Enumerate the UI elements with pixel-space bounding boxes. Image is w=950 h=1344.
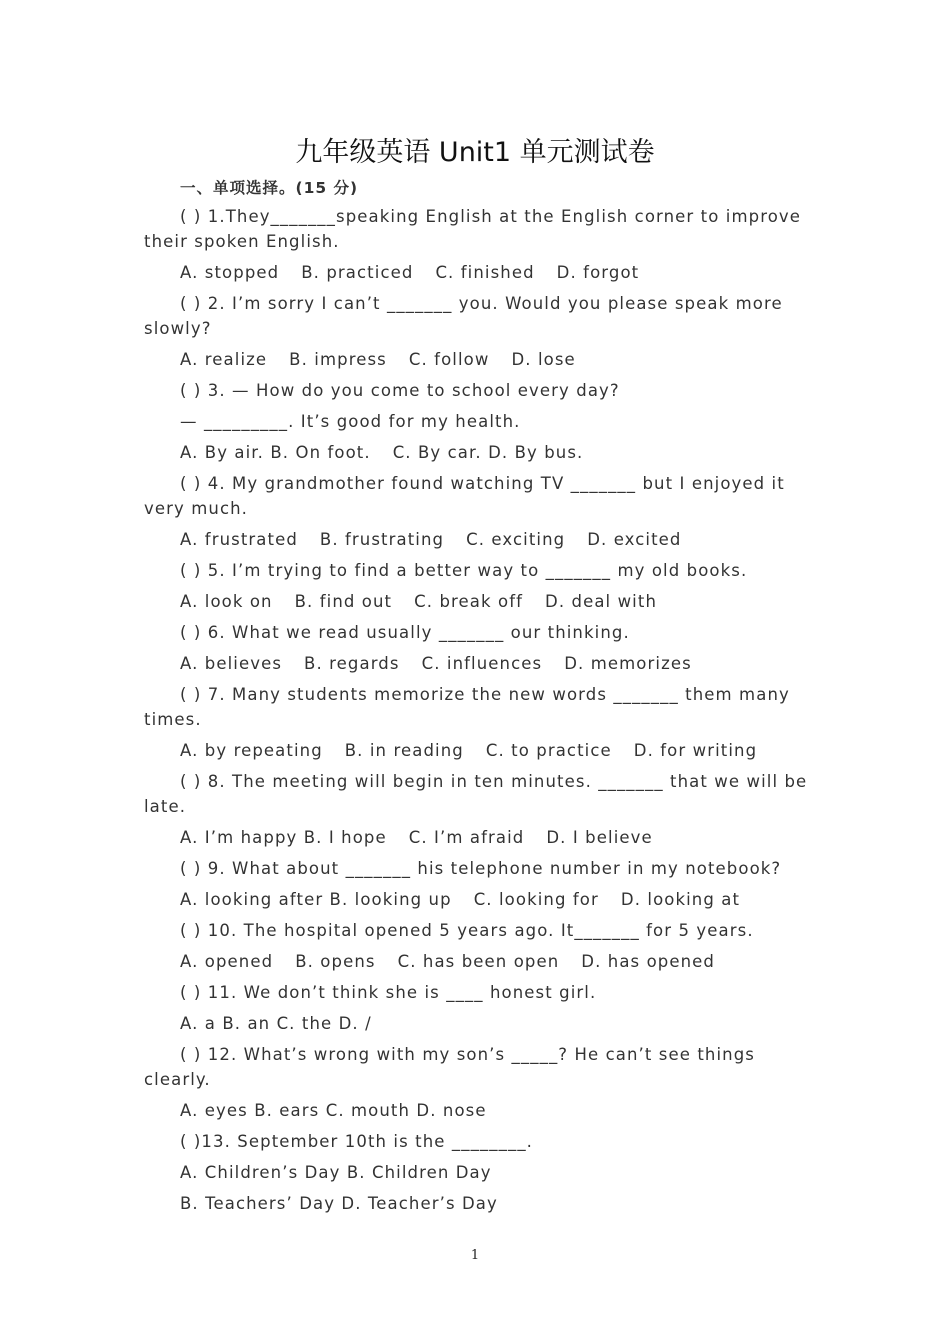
answer-option: C. I’m afraid: [408, 828, 525, 847]
answer-option: A. look on: [180, 592, 273, 611]
answer-option: A. opened: [180, 952, 274, 971]
answer-options: [144, 1191, 812, 1216]
answer-option: D. memorizes: [564, 654, 692, 673]
answer-option: B. find out: [294, 592, 393, 611]
answer-options: [144, 887, 812, 912]
answer-options: [144, 527, 812, 552]
answer-options: [144, 949, 812, 974]
answer-option: A. I’m happy B. I hope: [180, 828, 387, 847]
answer-option: D. I believe: [546, 828, 653, 847]
question-text: ( ) 5. I’m trying to find a better way to _______ my old books.: [180, 561, 748, 580]
question-text: ( ) 4. My grandmother found watching TV _______ but I enjoyed it very much.: [144, 474, 785, 518]
answer-option: D. for writing: [633, 741, 758, 760]
answer-options: [144, 260, 812, 285]
question-text: ( ) 12. What’s wrong with my son’s _____? He can’t see things clearly.: [144, 1045, 755, 1089]
answer-option: D. has opened: [581, 952, 715, 971]
answer-option: B. in reading: [344, 741, 464, 760]
question-text: ( ) 9. What about _______ his telephone number in my notebook?: [180, 859, 782, 878]
answer-options: [144, 1011, 812, 1036]
question-text: ( ) 7. Many students memorize the new words _______ them many times.: [144, 685, 790, 729]
answer-option: A. by repeating: [180, 741, 323, 760]
answer-option: D. lose: [511, 350, 576, 369]
question-text: ( ) 10. The hospital opened 5 years ago. It_______ for 5 years.: [180, 921, 754, 940]
answer-option: A. By air. B. On foot.: [180, 443, 371, 462]
answer-option: A. frustrated: [180, 530, 298, 549]
answer-options: [144, 738, 812, 763]
question-list: [144, 204, 812, 1222]
answer-option: C. looking for: [473, 890, 599, 909]
answer-option: A. stopped: [180, 263, 280, 282]
question-text: ( ) 3. — How do you come to school every day?: [180, 381, 620, 400]
answer-option: A. looking after B. looking up: [180, 890, 452, 909]
answer-option: B. practiced: [301, 263, 414, 282]
page-title: 九年级英语 Unit1 单元测试卷: [295, 137, 655, 168]
answer-option: B. regards: [304, 654, 400, 673]
question-text: ( ) 2. I’m sorry I can’t _______ you. Would you please speak more slowly?: [144, 294, 783, 338]
answer-option: D. forgot: [556, 263, 640, 282]
answer-option: C. has been open: [397, 952, 560, 971]
question-text: ( ) 11. We don’t think she is ____ honest girl.: [180, 983, 597, 1002]
answer-option: A. eyes B. ears C. mouth D. nose: [180, 1101, 487, 1120]
answer-option: D. looking at: [620, 890, 741, 909]
question-text: ( )13. September 10th is the ________.: [180, 1132, 534, 1151]
answer-option: C. break off: [414, 592, 524, 611]
answer-option: D. excited: [587, 530, 682, 549]
answer-option: A. believes: [180, 654, 283, 673]
question-text: ( ) 8. The meeting will begin in ten minutes. _______ that we will be late.: [144, 772, 808, 816]
answer-option: A. Children’s Day B. Children Day: [180, 1163, 492, 1182]
answer-option: B. frustrating: [319, 530, 445, 549]
answer-options: [144, 589, 812, 614]
answer-option: C. follow: [408, 350, 490, 369]
answer-options: [144, 825, 812, 850]
section-heading: 一、单项选择。(15 分): [180, 179, 359, 197]
answer-option: C. By car. D. By bus.: [392, 443, 584, 462]
answer-option: B. opens: [295, 952, 376, 971]
answer-option: C. finished: [435, 263, 535, 282]
answer-options: [144, 440, 812, 465]
answer-options: [144, 1098, 812, 1123]
answer-options: [144, 1160, 812, 1185]
answer-options: [144, 347, 812, 372]
answer-options: [144, 651, 812, 676]
question-text: ( ) 1.They_______speaking English at the English corner to improve their spoken English.: [144, 207, 802, 251]
answer-option: D. deal with: [545, 592, 657, 611]
page-number: 1: [470, 1248, 480, 1263]
answer-option: C. exciting: [466, 530, 566, 549]
answer-option: C. influences: [421, 654, 543, 673]
answer-option: C. to practice: [485, 741, 612, 760]
answer-option: A. realize: [180, 350, 268, 369]
answer-option: B. impress: [289, 350, 387, 369]
answer-option: B. Teachers’ Day D. Teacher’s Day: [180, 1194, 498, 1213]
question-text: — _________. It’s good for my health.: [180, 412, 521, 431]
answer-option: A. a B. an C. the D. /: [180, 1014, 372, 1033]
question-text: ( ) 6. What we read usually _______ our thinking.: [180, 623, 630, 642]
